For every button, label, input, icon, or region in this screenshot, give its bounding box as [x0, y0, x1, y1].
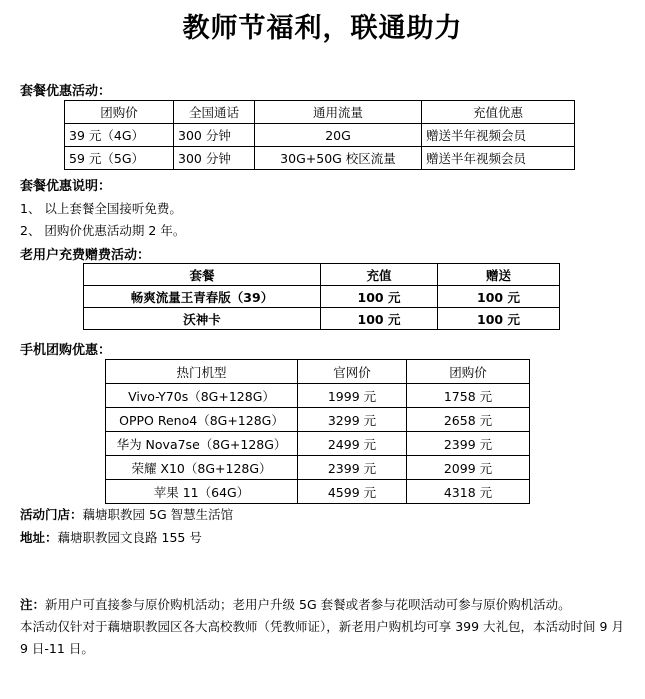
address-line	[20, 528, 202, 546]
column-header: 赠送	[438, 264, 560, 286]
table-row	[106, 432, 530, 456]
table-cell: 39 元（4G）	[65, 124, 174, 147]
table-cell: 3299 元	[298, 408, 407, 432]
table-cell: 20G	[255, 124, 422, 147]
table-cell: 100 元	[321, 286, 438, 308]
table-row	[84, 308, 560, 330]
recharge-offer-table	[83, 263, 560, 330]
footnote-text-1: 新用户可直接参与原价购机活动；老用户升级 5G 套餐或者参与花呗活动可参与原价购机活动。	[45, 597, 571, 612]
store-line	[20, 505, 233, 523]
column-header: 充值	[321, 264, 438, 286]
table-row	[84, 286, 560, 308]
column-header: 热门机型	[106, 360, 298, 384]
table-row	[106, 456, 530, 480]
package-offer-heading: 套餐优惠活动：	[20, 84, 112, 99]
table-cell: 1999 元	[298, 384, 407, 408]
phone-offer-heading: 手机团购优惠：	[20, 343, 112, 358]
table-cell: 100 元	[438, 286, 560, 308]
table-cell: 4599 元	[298, 480, 407, 504]
table-cell: 100 元	[438, 308, 560, 330]
footnote-text-2: 本活动仅针对于藕塘职教园区各大高校教师（凭教师证），新老用户购机均可享 399 大礼包，本活动时间 9 月 9 日-11 日。	[20, 619, 624, 656]
table-cell: 畅爽流量王青春版（39）	[84, 286, 321, 308]
table-cell: 30G+50G 校区流量	[255, 147, 422, 170]
table-row	[106, 480, 530, 504]
footnote-label: 注：	[20, 597, 46, 612]
table-cell: OPPO Reno4（8G+128G）	[106, 408, 298, 432]
table-cell: 2399 元	[407, 432, 530, 456]
footnote	[20, 594, 630, 660]
table-cell: 2499 元	[298, 432, 407, 456]
table-cell: 2399 元	[298, 456, 407, 480]
table-cell: 2658 元	[407, 408, 530, 432]
column-header: 通用流量	[255, 101, 422, 124]
table-cell: 4318 元	[407, 480, 530, 504]
address-value: 藕塘职教园文良路 155 号	[57, 530, 202, 545]
address-label: 地址：	[20, 530, 58, 545]
table-cell: 300 分钟	[174, 124, 255, 147]
table-header-row	[106, 360, 530, 384]
table-cell: Vivo-Y70s（8G+128G）	[106, 384, 298, 408]
phone-offer-table	[105, 359, 530, 504]
table-header-row	[84, 264, 560, 286]
table-cell: 赠送半年视频会员	[422, 124, 575, 147]
table-row	[65, 147, 575, 170]
package-offer-table	[64, 100, 575, 170]
table-header-row	[65, 101, 575, 124]
table-cell: 华为 Nova7se（8G+128G）	[106, 432, 298, 456]
note-line: 1、 以上套餐全国接听免费。	[20, 201, 182, 216]
package-notes-heading: 套餐优惠说明：	[20, 179, 112, 194]
table-cell: 100 元	[321, 308, 438, 330]
store-value: 藕塘职教园 5G 智慧生活馆	[82, 507, 234, 522]
column-header: 全国通话	[174, 101, 255, 124]
column-header: 团购价	[407, 360, 530, 384]
table-cell: 1758 元	[407, 384, 530, 408]
column-header: 官网价	[298, 360, 407, 384]
table-cell: 赠送半年视频会员	[422, 147, 575, 170]
table-cell: 59 元（5G）	[65, 147, 174, 170]
column-header: 套餐	[84, 264, 321, 286]
column-header: 充值优惠	[422, 101, 575, 124]
recharge-offer-heading: 老用户充费赠费活动：	[20, 248, 151, 263]
table-cell: 2099 元	[407, 456, 530, 480]
table-cell: 沃神卡	[84, 308, 321, 330]
page-title: 教师节福利，联通助力	[182, 13, 463, 44]
table-cell: 苹果 11（64G）	[106, 480, 298, 504]
table-row	[65, 124, 575, 147]
table-cell: 300 分钟	[174, 147, 255, 170]
note-line: 2、 团购价优惠活动期 2 年。	[20, 223, 186, 238]
table-row	[106, 408, 530, 432]
table-row	[106, 384, 530, 408]
table-cell: 荣耀 X10（8G+128G）	[106, 456, 298, 480]
store-label: 活动门店：	[20, 507, 83, 522]
column-header: 团购价	[65, 101, 174, 124]
